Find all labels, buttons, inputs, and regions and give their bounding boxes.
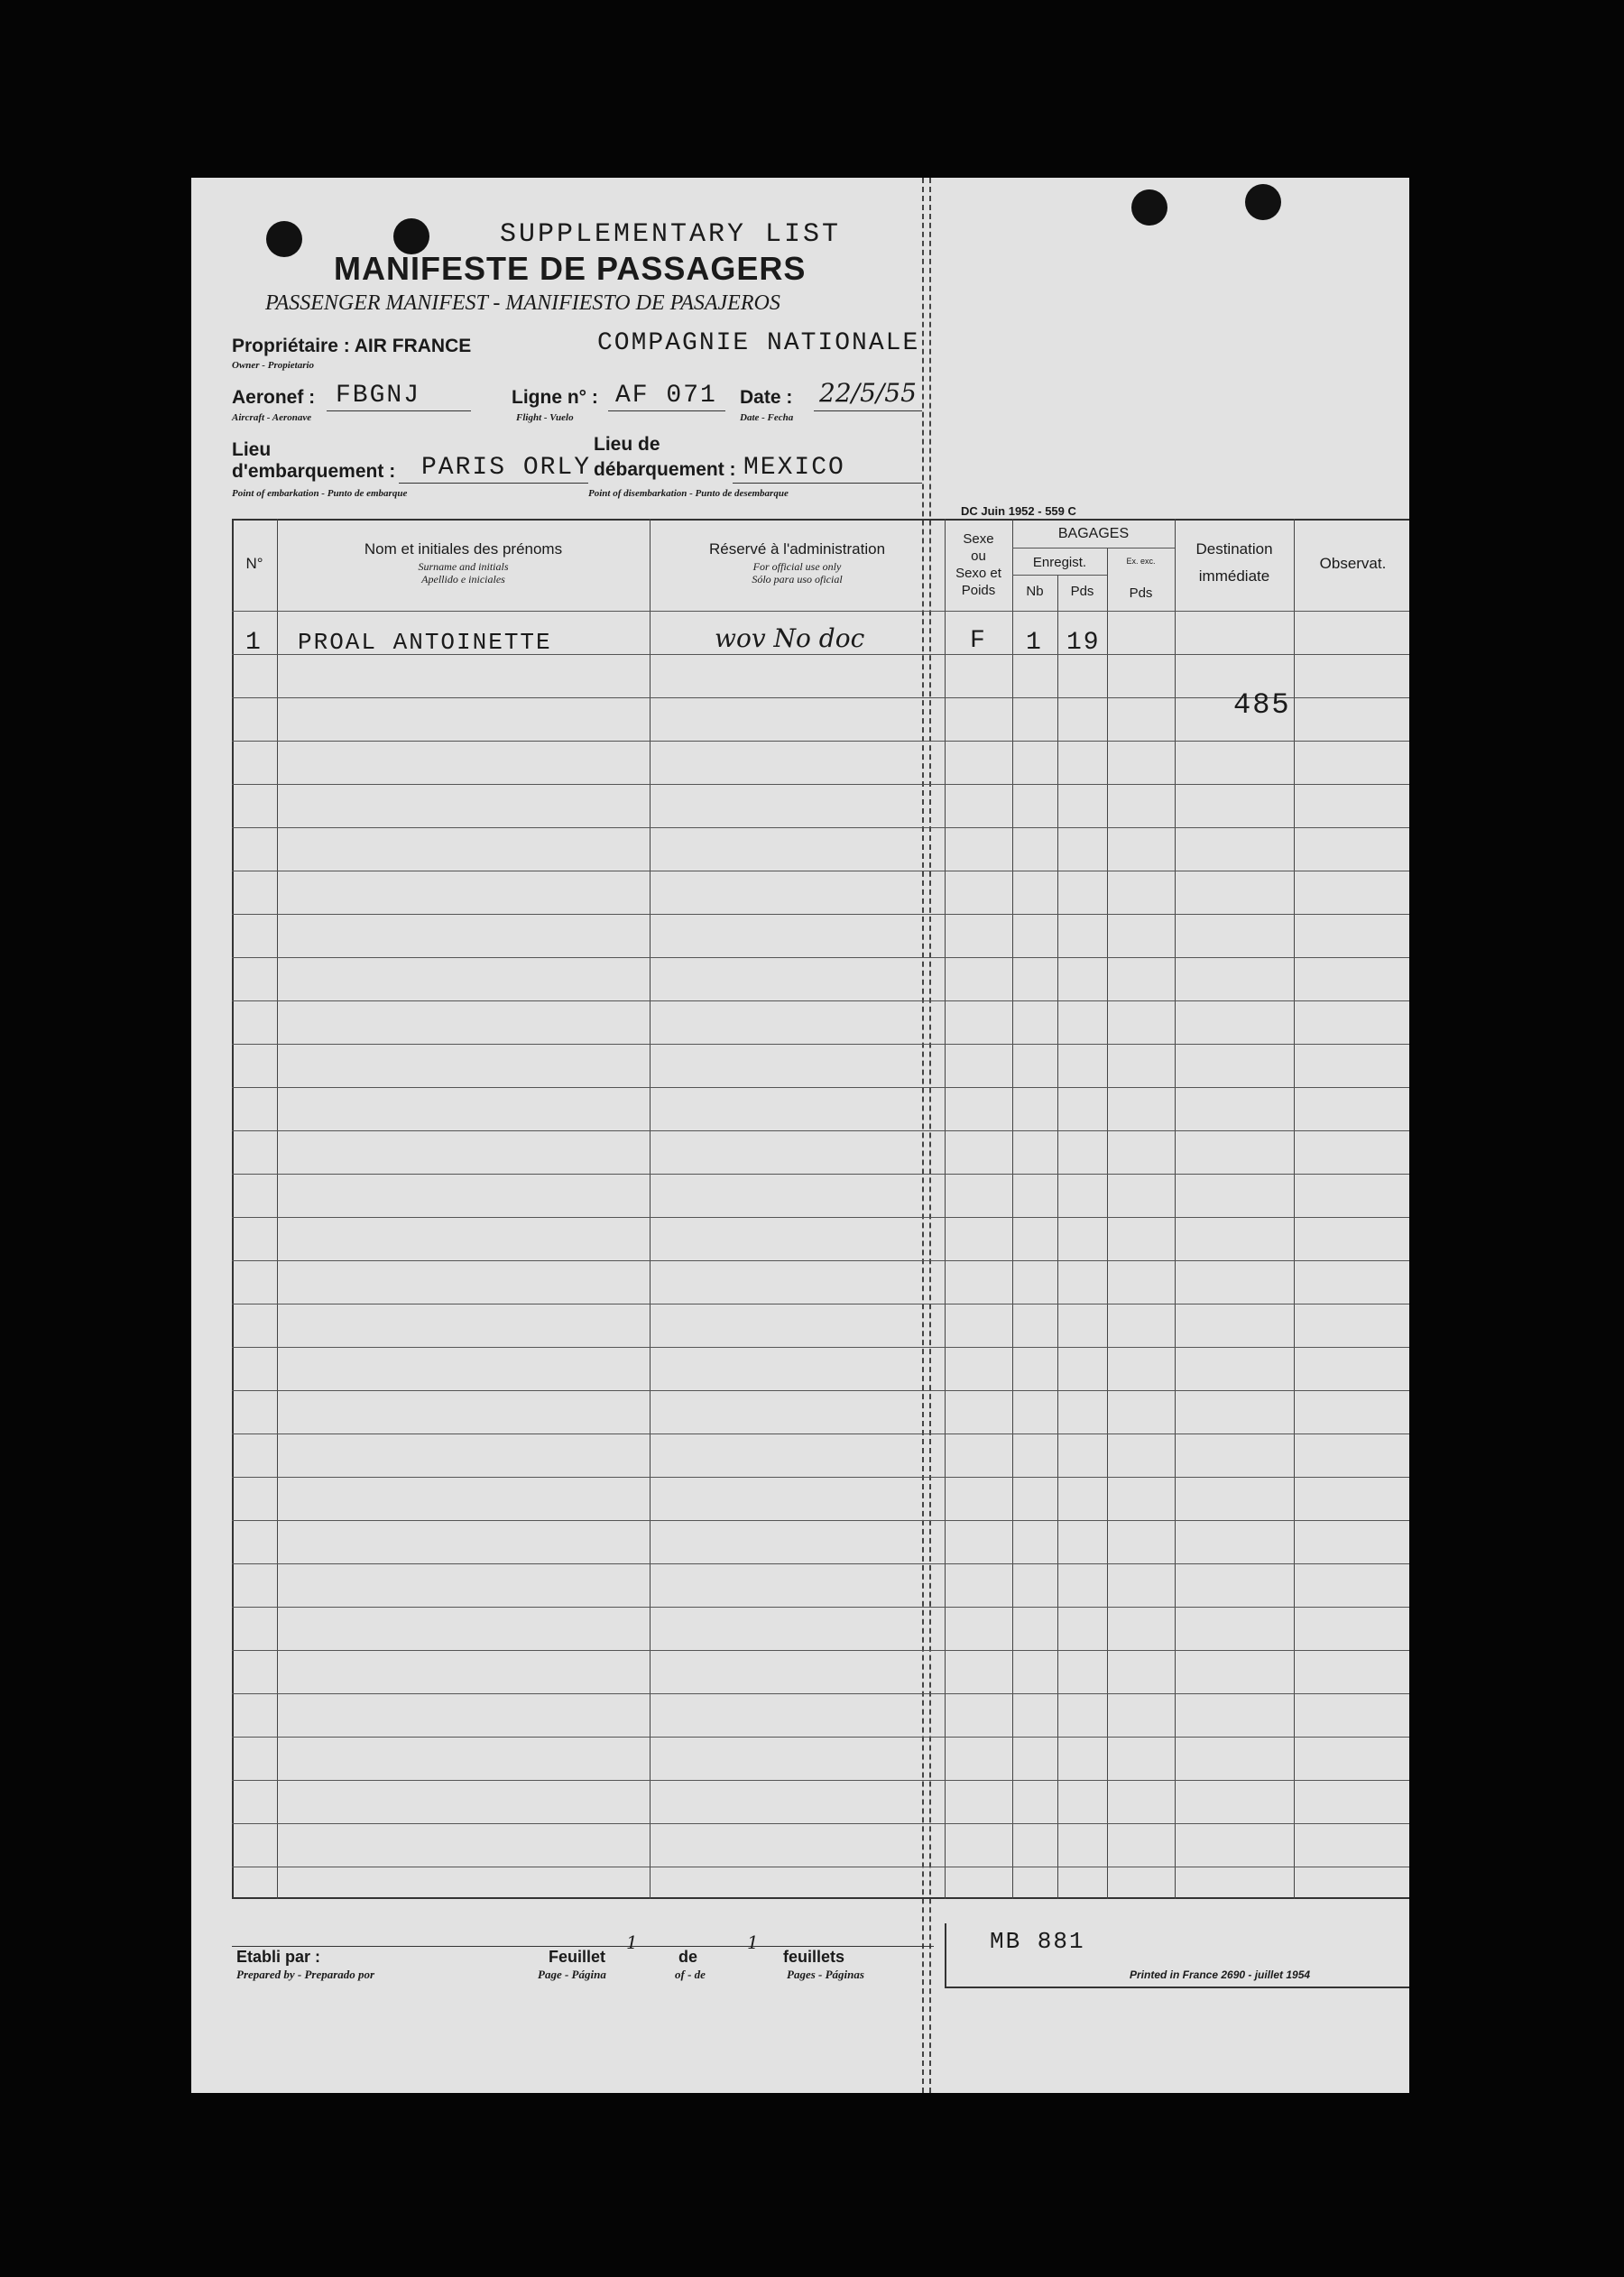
row-admin-note: wov No doc [715,623,865,653]
row-rule [232,1347,1409,1348]
col-nb-header: Nb [1026,584,1044,599]
embarkation-value: PARIS ORLY [421,454,592,482]
row-rule [232,1044,1409,1045]
aircraft-label: Aeronef : [232,387,316,408]
row-sex: F [970,627,987,655]
disembarkation-sublabel: Point of disembarkation - Punto de desembarque [588,488,789,499]
row-rule [232,1650,1409,1651]
row-rule [232,784,1409,785]
aircraft-underline [327,410,471,411]
col-observations-header: Observat. [1319,555,1387,572]
col-admin-header: Réservé à l'administration [708,540,886,558]
sheet-sublabel: Page - Página [538,1968,606,1981]
punch-hole-icon [266,221,302,257]
page-title: MANIFESTE DE PASSAGERS [334,250,807,287]
date-label: Date : [740,387,793,408]
punch-hole-icon [393,218,429,254]
row-rule [232,827,1409,828]
col-pds2-header: Pds [1129,585,1153,601]
punch-hole-icon [1245,184,1281,220]
prepared-label: Etabli par : [236,1948,321,1966]
sheet-label: Feuillet [549,1948,606,1966]
date-sublabel: Date - Fecha [740,412,794,423]
row-rule [232,957,1409,958]
row-rule [232,1000,1409,1001]
row-rule [232,1260,1409,1261]
row-rule [232,1563,1409,1564]
row-rule [232,1217,1409,1218]
aircraft-sublabel: Aircraft - Aeronave [232,412,312,423]
of-sublabel: of - de [675,1968,706,1981]
column-divider [277,519,278,1899]
row-nb: 1 [1026,629,1043,657]
flight-sublabel: Flight - Vuelo [516,412,574,423]
owner-value: COMPAGNIE NATIONALE [597,329,920,357]
embarkation-label-line1: Lieu [232,439,272,460]
table-border [232,519,1409,1899]
flight-label: Ligne n° : [512,387,598,408]
col-name-header: Nom et initiales des prénoms [364,540,563,558]
row-rule [232,1737,1409,1738]
row-rule [232,611,1409,612]
row-rule [232,1390,1409,1391]
row-rule [232,1780,1409,1781]
of-label: de [678,1948,698,1966]
row-rule [232,741,1409,742]
col-registered-header: Enregist. [1032,555,1087,570]
col-pds-header: Pds [1070,584,1094,599]
sheets-sublabel: Pages - Páginas [787,1968,864,1981]
row-rule [232,1607,1409,1608]
col-admin-header-en: For official use only [752,560,842,573]
column-divider [1175,519,1176,1899]
row-rule [232,1693,1409,1694]
col-sex-header-4: Poids [961,583,996,598]
row-no: 1 [245,629,263,657]
prepared-sublabel: Prepared by - Preparado por [236,1968,375,1981]
column-divider [1294,519,1295,1899]
col-destination-header-2: immédiate [1198,567,1270,585]
column-divider [945,519,946,1899]
manifest-paper [191,178,1409,2093]
col-name-header-es: Apellido e iniciales [421,573,505,585]
aircraft-value: FBGNJ [336,382,421,410]
owner-sublabel: Owner - Propietario [232,360,315,371]
embarkation-label-line2: d'embarquement : [232,461,396,482]
row-rule [232,1433,1409,1434]
column-divider [1057,575,1058,1899]
col-admin-header-es: Sólo para uso oficial [752,573,843,585]
baggage-header-line [1012,548,1175,549]
embarkation-underline [399,483,588,484]
date-value: 22/5/55 [819,378,917,408]
column-divider [1012,519,1013,1899]
col-excess-header: Ex. exc. [1126,557,1156,566]
disembarkation-label-line2: débarquement : [594,459,736,480]
row-rule [232,1520,1409,1521]
col-sex-header-1: Sexe [963,531,994,547]
registered-header-line [1012,575,1107,576]
printed-note: Printed in France 2690 - juillet 1954 [1130,1968,1311,1981]
row-pds: 19 [1066,629,1101,657]
owner-label: Propriétaire : AIR FRANCE [232,336,472,356]
row-rule [232,1087,1409,1088]
row-rule [232,1174,1409,1175]
date-underline [814,410,922,411]
col-baggage-header: BAGAGES [1057,526,1130,541]
page-subtitle: PASSENGER MANIFEST - MANIFIESTO DE PASAJEROS [265,291,780,315]
column-divider [650,519,651,1899]
sheet-value: 1 [626,1931,638,1953]
col-sex-header-2: ou [971,549,986,564]
disembarkation-value: MEXICO [743,454,845,482]
form-code: DC Juin 1952 - 559 C [961,504,1076,518]
col-no-header: N° [245,555,263,572]
supplementary-list-title: SUPPLEMENTARY LIST [500,219,842,250]
annotation-number: 485 [1233,688,1291,722]
row-rule [232,1823,1409,1824]
flight-underline [608,410,725,411]
footer-line [232,1946,934,1947]
stamp-number: MB 881 [990,1928,1085,1955]
flight-value: AF 071 [615,382,717,410]
col-sex-header-3: Sexo et [955,566,1001,581]
punch-hole-icon [1131,189,1167,226]
disembarkation-underline [733,483,922,484]
col-destination-header-1: Destination [1195,540,1273,558]
row-rule [232,914,1409,915]
embarkation-sublabel: Point of embarkation - Punto de embarque [232,488,408,499]
disembarkation-label-line1: Lieu de [594,434,660,455]
col-name-header-en: Surname and initials [418,560,509,573]
sheets-label: feuillets [783,1948,845,1966]
row-name: PROAL ANTOINETTE [298,629,552,656]
of-value: 1 [747,1931,759,1953]
column-divider [1107,548,1108,1899]
row-rule [232,1130,1409,1131]
row-rule [232,1477,1409,1478]
